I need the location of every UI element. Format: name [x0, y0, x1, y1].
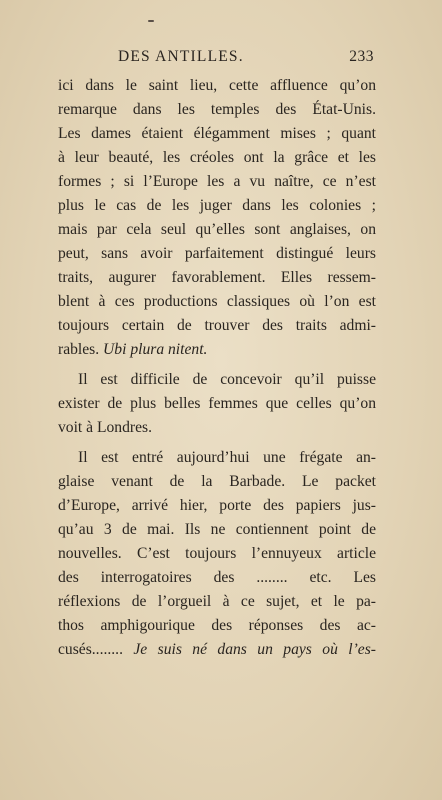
- text-line: nouvelles. C’est toujours l’ennuyeux article: [58, 545, 376, 562]
- text-line: toujours certain de trouver des traits admi-: [58, 317, 376, 334]
- text-line: traits, augurer favorablement. Elles ressem-: [58, 269, 376, 286]
- text-line: rables. Ubi plura nitent.: [58, 341, 208, 358]
- text-line: exister de plus belles femmes que celles qu’on: [58, 395, 376, 412]
- text-line: cusés........ Je suis né dans un pays où l’es-: [58, 641, 376, 658]
- text-line: glaise venant de la Barbade. Le packet: [58, 473, 376, 490]
- text-line: ici dans le saint lieu, cette affluence qu’on: [58, 77, 376, 94]
- text-line: peut, sans avoir parfaitement distingué leurs: [58, 245, 376, 262]
- paragraph: [58, 74, 376, 362]
- italic-passage: Je suis né dans un pays où l’es-: [133, 641, 376, 658]
- text-line: remarque dans les temples des État-Unis.: [58, 101, 376, 118]
- text-line: Il est entré aujourd’hui une frégate an-: [78, 449, 376, 466]
- text-line: à leur beauté, les créoles ont la grâce et les: [58, 149, 376, 166]
- page-number: 233: [349, 48, 374, 65]
- latin-quote: Ubi plura nitent.: [103, 341, 208, 358]
- text-line: thos amphigourique des réponses des ac-: [58, 617, 376, 634]
- text-line: voit à Londres.: [58, 419, 152, 436]
- text-line: Il est difficile de concevoir qu’il puisse: [78, 371, 376, 388]
- text-line: formes ; si l’Europe les a vu naître, ce n’est: [58, 173, 376, 190]
- ink-speck: [148, 20, 154, 22]
- paragraph: [58, 368, 376, 440]
- running-head: [58, 48, 374, 68]
- text-line: des interrogatoires des ........ etc. Les: [58, 569, 376, 586]
- text-line: mais par cela seul qu’elles sont anglaises, on: [58, 221, 376, 238]
- text-line: qu’au 3 de mai. Ils ne contiennent point de: [58, 521, 376, 538]
- text-line: réflexions de l’orgueil à ce sujet, et le pa-: [58, 593, 376, 610]
- paragraph: [58, 446, 376, 662]
- running-title: DES ANTILLES.: [118, 48, 244, 65]
- body-text: [58, 74, 376, 662]
- text-line: blent à ces productions classiques où l’on est: [58, 293, 376, 310]
- text-line: plus le cas de les juger dans les colonies ;: [58, 197, 376, 214]
- text-line: Les dames étaient élégamment mises ; quant: [58, 125, 376, 142]
- text-line: d’Europe, arrivé hier, porte des papiers jus-: [58, 497, 376, 514]
